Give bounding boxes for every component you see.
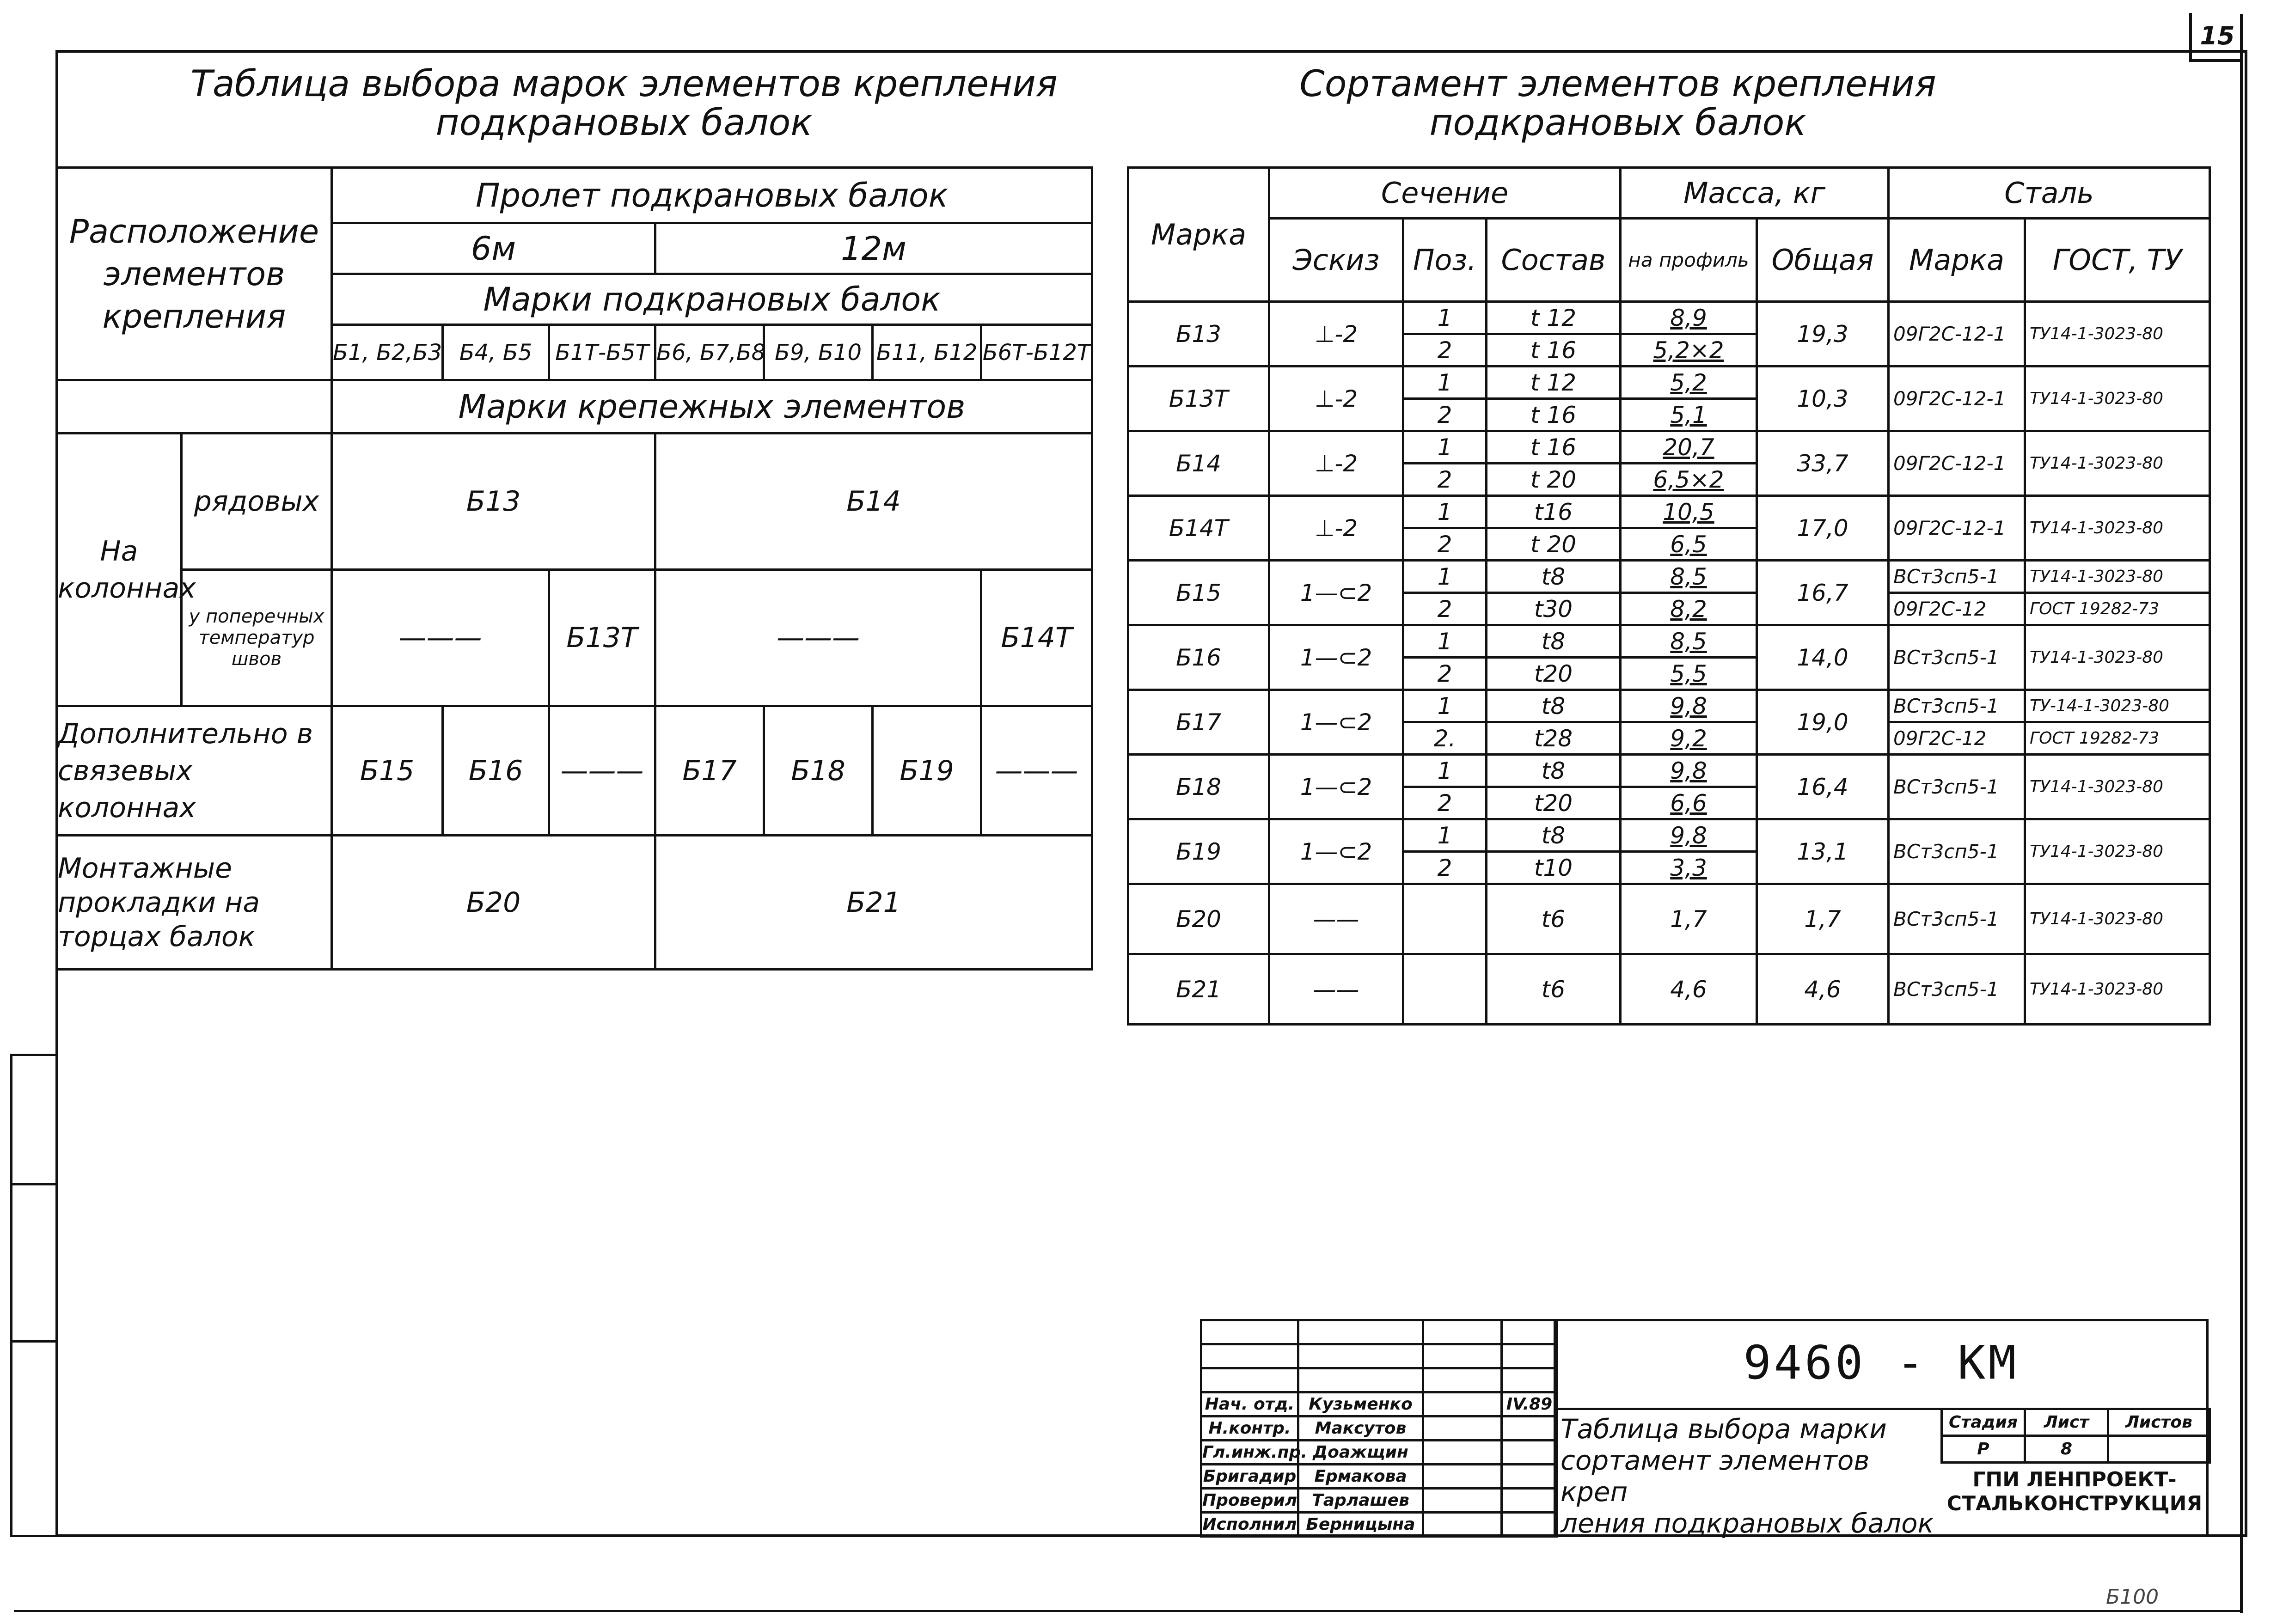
right-table-title-line1: Сортамент элементов крепления <box>1299 63 1936 105</box>
beam-group-6: Б11, Б12 <box>873 325 981 380</box>
doc-title-line3: ления подкрановых балок <box>1561 1508 1934 1539</box>
fastener-assortment-table <box>1127 166 2211 1026</box>
row-gost-1: ТУ14-1-3023-80 <box>2025 496 2210 561</box>
row-pos-1: 1 <box>1403 561 1487 593</box>
fastener-selection-table <box>55 166 1093 971</box>
row-pos-1: 1 <box>1403 302 1487 334</box>
signature <box>1423 1392 1502 1416</box>
hdr-mass: Масса, кг <box>1621 168 1889 219</box>
hdr-12m: 12м <box>655 223 1092 274</box>
row-pos-2: 2 <box>1403 658 1487 690</box>
footer-note: Б100 <box>2106 1585 2159 1609</box>
row-gost-2: ГОСТ 19282-73 <box>2025 722 2210 755</box>
hdr-section: Сечение <box>1269 168 1621 219</box>
signer-name: Максутов <box>1298 1416 1423 1441</box>
hdr-sketch: Эскиз <box>1269 219 1403 302</box>
right-table-title <box>1202 65 2034 142</box>
row-pos-2: 2 <box>1403 464 1487 496</box>
row-sketch: —— <box>1269 954 1403 1025</box>
row-total: 19,0 <box>1757 690 1889 755</box>
row-gost-1: ТУ14-1-3023-80 <box>2025 819 2210 884</box>
hdr-empty <box>57 380 332 433</box>
signer-name: Кузьменко <box>1298 1392 1423 1416</box>
outer-margin-line-bottom <box>14 1610 2243 1612</box>
row-pads-12m: Б21 <box>655 836 1092 970</box>
row-joints-6mT: Б13Т <box>549 570 655 706</box>
title-block-signatures <box>1200 1319 1558 1538</box>
org-line2: СТАЛЬКОНСТРУКЦИЯ <box>1946 1492 2203 1515</box>
row-total: 4,6 <box>1757 954 1889 1025</box>
row-mass-2: 9,2 <box>1621 722 1757 755</box>
hdr-comp: Состав <box>1487 219 1621 302</box>
row-steel-2: 09Г2С-12 <box>1889 722 2025 755</box>
row-pos-2: 2 <box>1403 593 1487 625</box>
signature-rows <box>1201 1320 1557 1537</box>
row-comp-2: t30 <box>1487 593 1621 625</box>
row-mass-2: 6,5×2 <box>1621 464 1757 496</box>
row-steel-1: 09Г2С-12-1 <box>1889 431 2025 496</box>
row-comp-2: t 20 <box>1487 528 1621 561</box>
row-comp-2: t 16 <box>1487 334 1621 366</box>
left-table-title <box>139 65 1109 142</box>
row-comp: t6 <box>1487 954 1621 1025</box>
row-mark: Б20 <box>1128 884 1269 954</box>
doc-code: 9460 - КМ <box>1743 1336 2019 1390</box>
sheets-value <box>2108 1436 2210 1463</box>
row-steel-1: 09Г2С-12-1 <box>1889 496 2025 561</box>
sheet-label: Лист <box>2025 1409 2108 1436</box>
signer-name: Ермакова <box>1298 1465 1423 1489</box>
row-comp-2: t 16 <box>1487 399 1621 431</box>
stage-sheet-table <box>1940 1408 2211 1464</box>
row-mass-1: 8,5 <box>1621 625 1757 658</box>
row-steel-1: ВСт3сп5-1 <box>1889 755 2025 819</box>
signer-name: Тарлашев <box>1298 1489 1423 1513</box>
sign-date <box>1502 1465 1557 1489</box>
row-total: 19,3 <box>1757 302 1889 366</box>
row-pos-2: 2 <box>1403 399 1487 431</box>
row-pos-1: 1 <box>1403 819 1487 852</box>
row-mass-2: 6,5 <box>1621 528 1757 561</box>
row-mass-2: 5,5 <box>1621 658 1757 690</box>
row-gost-1: ТУ14-1-3023-80 <box>2025 431 2210 496</box>
row-gost-1: ТУ14-1-3023-80 <box>2025 561 2210 593</box>
row-steel-2: 09Г2С-12 <box>1889 593 2025 625</box>
row-pos-1: 1 <box>1403 690 1487 722</box>
hdr-gost: ГОСТ, ТУ <box>2025 219 2210 302</box>
row-gost-1: ТУ14-1-3023-80 <box>2025 366 2210 431</box>
row-mass-2: 6,6 <box>1621 787 1757 819</box>
row-comp-1: t8 <box>1487 625 1621 658</box>
sign-date <box>1502 1416 1557 1441</box>
row-pos-empty <box>1403 954 1487 1025</box>
hdr-steel: Сталь <box>1889 168 2210 219</box>
row-comp-1: t8 <box>1487 561 1621 593</box>
signer-role: Бригадир <box>1201 1465 1298 1489</box>
beam-group-4: Б6, Б7,Б8 <box>655 325 764 380</box>
blank-cell <box>1201 1368 1298 1392</box>
row-pos-2: 2 <box>1403 528 1487 561</box>
signer-name: Доажщин <box>1298 1441 1423 1465</box>
organization <box>1940 1468 2209 1516</box>
row-comp-2: t28 <box>1487 722 1621 755</box>
binding-strip-divider-2 <box>10 1340 55 1343</box>
row-pos-1: 1 <box>1403 496 1487 528</box>
row-steel-1: ВСт3сп5-1 <box>1889 819 2025 884</box>
row-mass-1: 8,5 <box>1621 561 1757 593</box>
right-table-title-line2: подкрановых балок <box>1429 102 1806 144</box>
row-sketch: 1—⊂2 <box>1269 819 1403 884</box>
row-gost: ТУ14-1-3023-80 <box>2025 954 2210 1025</box>
row-steel-1: ВСт3сп5-1 <box>1889 690 2025 722</box>
signature <box>1423 1513 1502 1537</box>
row-joints-12m-dash: ——— <box>655 570 981 706</box>
signature <box>1423 1465 1502 1489</box>
sign-date: IV.89 <box>1502 1392 1557 1416</box>
row-mass-1: 9,8 <box>1621 690 1757 722</box>
left-table-title-line2: подкрановых балок <box>435 102 813 144</box>
blank-cell <box>1502 1344 1557 1368</box>
row-sketch: ⊥-2 <box>1269 302 1403 366</box>
binding-strip-divider-1 <box>10 1183 55 1185</box>
row-steel-1: 09Г2С-12-1 <box>1889 302 2025 366</box>
row-sketch: 1—⊂2 <box>1269 755 1403 819</box>
row-pos-2: 2 <box>1403 852 1487 884</box>
row-mark: Б17 <box>1128 690 1269 755</box>
row-sketch: ⊥-2 <box>1269 496 1403 561</box>
row-mark: Б13 <box>1128 302 1269 366</box>
row-total: 16,4 <box>1757 755 1889 819</box>
row-joints-12mT: Б14Т <box>981 570 1092 706</box>
row-braced-label: Дополнительно в связевых колоннах <box>57 706 332 836</box>
row-comp-2: t20 <box>1487 658 1621 690</box>
row-pads-label: Монтажные прокладки на торцах балок <box>57 836 332 970</box>
row-mark: Б21 <box>1128 954 1269 1025</box>
row-sketch: —— <box>1269 884 1403 954</box>
sign-date <box>1502 1441 1557 1465</box>
row-comp: t6 <box>1487 884 1621 954</box>
row-gost-1: ТУ-14-1-3023-80 <box>2025 690 2210 722</box>
hdr-beam-marks: Марки подкрановых балок <box>332 274 1092 325</box>
row-mass-2: 8,2 <box>1621 593 1757 625</box>
beam-group-3: Б1Т-Б5Т <box>549 325 655 380</box>
sign-date <box>1502 1513 1557 1537</box>
row-steel-1: ВСт3сп5-1 <box>1889 625 2025 690</box>
row-mass-1: 10,5 <box>1621 496 1757 528</box>
row-steel: ВСт3сп5-1 <box>1889 884 2025 954</box>
assortment-rows <box>1128 302 2210 1025</box>
outer-margin-line-right <box>2240 14 2243 1613</box>
row-comp-2: t20 <box>1487 787 1621 819</box>
row-comp-2: t10 <box>1487 852 1621 884</box>
row-gost-1: ТУ14-1-3023-80 <box>2025 302 2210 366</box>
blank-cell <box>1423 1344 1502 1368</box>
row-pads-6m: Б20 <box>332 836 655 970</box>
org-line1: ГПИ ЛЕНПРОЕКТ- <box>1972 1468 2177 1491</box>
row-sketch: ⊥-2 <box>1269 431 1403 496</box>
blank-cell <box>1201 1320 1298 1344</box>
row-pos-1: 1 <box>1403 755 1487 787</box>
row-mass: 1,7 <box>1621 884 1757 954</box>
row-sketch: ⊥-2 <box>1269 366 1403 431</box>
row-gost: ТУ14-1-3023-80 <box>2025 884 2210 954</box>
row-comp-1: t8 <box>1487 755 1621 787</box>
braced-4: Б17 <box>655 706 764 836</box>
hdr-span: Пролет подкрановых балок <box>332 168 1092 223</box>
blank-cell <box>1298 1344 1423 1368</box>
braced-3: ——— <box>549 706 655 836</box>
row-ordinary-6m: Б13 <box>332 433 655 570</box>
row-gost-1: ТУ14-1-3023-80 <box>2025 625 2210 690</box>
row-mass-1: 9,8 <box>1621 819 1757 852</box>
row-steel-1: ВСт3сп5-1 <box>1889 561 2025 593</box>
blank-cell <box>1423 1320 1502 1344</box>
row-mass-2: 5,2×2 <box>1621 334 1757 366</box>
blank-cell <box>1502 1320 1557 1344</box>
sheet-value: 8 <box>2025 1436 2108 1463</box>
beam-group-1: Б1, Б2,Б3 <box>332 325 443 380</box>
row-total: 1,7 <box>1757 884 1889 954</box>
blank-cell <box>1298 1368 1423 1392</box>
left-table-title-line1: Таблица выбора марок элементов крепления <box>190 63 1058 105</box>
hdr-location: Расположение элементов крепления <box>57 168 332 380</box>
row-total: 16,7 <box>1757 561 1889 625</box>
row-pos-2: 2. <box>1403 722 1487 755</box>
beam-group-5: Б9, Б10 <box>764 325 873 380</box>
row-ordinary-label: рядовых <box>182 433 332 570</box>
row-pos-1: 1 <box>1403 366 1487 399</box>
signature <box>1423 1489 1502 1513</box>
row-mass-1: 20,7 <box>1621 431 1757 464</box>
blank-cell <box>1423 1368 1502 1392</box>
row-mass: 4,6 <box>1621 954 1757 1025</box>
blank-cell <box>1298 1320 1423 1344</box>
signer-role: Нач. отд. <box>1201 1392 1298 1416</box>
hdr-steel-mark: Марка <box>1889 219 2025 302</box>
row-mass-1: 5,2 <box>1621 366 1757 399</box>
row-pos-empty <box>1403 884 1487 954</box>
braced-1: Б15 <box>332 706 443 836</box>
on-columns-label: На колоннах <box>57 433 182 706</box>
row-pos-1: 1 <box>1403 431 1487 464</box>
sheets-label: Листов <box>2108 1409 2210 1436</box>
row-total: 33,7 <box>1757 431 1889 496</box>
blank-cell <box>1502 1368 1557 1392</box>
row-joints-6m-dash: ——— <box>332 570 549 706</box>
signer-role: Проверил <box>1201 1489 1298 1513</box>
row-total: 17,0 <box>1757 496 1889 561</box>
stage-label: Стадия <box>1942 1409 2025 1436</box>
row-total: 14,0 <box>1757 625 1889 690</box>
row-mark: Б13Т <box>1128 366 1269 431</box>
sign-date <box>1502 1489 1557 1513</box>
row-comp-1: t8 <box>1487 819 1621 852</box>
row-total: 10,3 <box>1757 366 1889 431</box>
row-mass-1: 9,8 <box>1621 755 1757 787</box>
row-steel-1: 09Г2С-12-1 <box>1889 366 2025 431</box>
row-mark: Б14 <box>1128 431 1269 496</box>
row-comp-1: t 12 <box>1487 302 1621 334</box>
row-comp-1: t16 <box>1487 496 1621 528</box>
row-joints-label: у поперечных температур швов <box>182 570 332 706</box>
row-comp-1: t 16 <box>1487 431 1621 464</box>
braced-7: ——— <box>981 706 1092 836</box>
signer-name: Берницына <box>1298 1513 1423 1537</box>
signature <box>1423 1441 1502 1465</box>
blank-cell <box>1201 1344 1298 1368</box>
braced-2: Б16 <box>443 706 549 836</box>
row-mark: Б16 <box>1128 625 1269 690</box>
row-comp-1: t8 <box>1487 690 1621 722</box>
signer-role: Исполнил <box>1201 1513 1298 1537</box>
row-pos-1: 1 <box>1403 625 1487 658</box>
hdr-mark: Марка <box>1128 168 1269 302</box>
hdr-per-profile: на профиль <box>1621 219 1757 302</box>
row-sketch: 1—⊂2 <box>1269 690 1403 755</box>
binding-strip <box>10 1054 55 1537</box>
hdr-fastener-marks: Марки крепежных элементов <box>332 380 1092 433</box>
sheet-number: 15 <box>2189 13 2243 62</box>
row-comp-2: t 20 <box>1487 464 1621 496</box>
row-mark: Б15 <box>1128 561 1269 625</box>
signer-role: Гл.инж.пр. <box>1201 1441 1298 1465</box>
row-gost-1: ТУ14-1-3023-80 <box>2025 755 2210 819</box>
row-mark: Б14Т <box>1128 496 1269 561</box>
beam-group-7: Б6Т-Б12Т <box>981 325 1092 380</box>
beam-group-2: Б4, Б5 <box>443 325 549 380</box>
row-total: 13,1 <box>1757 819 1889 884</box>
hdr-total: Общая <box>1757 219 1889 302</box>
doc-title-line2: сортамент элементов креп <box>1561 1445 1870 1508</box>
doc-title-line1: Таблица выбора марки <box>1561 1413 1887 1445</box>
braced-6: Б19 <box>873 706 981 836</box>
stage-value: Р <box>1942 1436 2025 1463</box>
row-pos-2: 2 <box>1403 334 1487 366</box>
row-sketch: 1—⊂2 <box>1269 561 1403 625</box>
row-mark: Б19 <box>1128 819 1269 884</box>
row-mark: Б18 <box>1128 755 1269 819</box>
row-sketch: 1—⊂2 <box>1269 625 1403 690</box>
doc-title <box>1561 1413 1940 1539</box>
row-pos-2: 2 <box>1403 787 1487 819</box>
row-mass-1: 8,9 <box>1621 302 1757 334</box>
hdr-6m: 6м <box>332 223 655 274</box>
row-mass-2: 5,1 <box>1621 399 1757 431</box>
row-mass-2: 3,3 <box>1621 852 1757 884</box>
row-gost-2: ГОСТ 19282-73 <box>2025 593 2210 625</box>
hdr-pos: Поз. <box>1403 219 1487 302</box>
row-comp-1: t 12 <box>1487 366 1621 399</box>
signature <box>1423 1416 1502 1441</box>
row-ordinary-12m: Б14 <box>655 433 1092 570</box>
signer-role: Н.контр. <box>1201 1416 1298 1441</box>
braced-5: Б18 <box>764 706 873 836</box>
row-steel: ВСт3сп5-1 <box>1889 954 2025 1025</box>
